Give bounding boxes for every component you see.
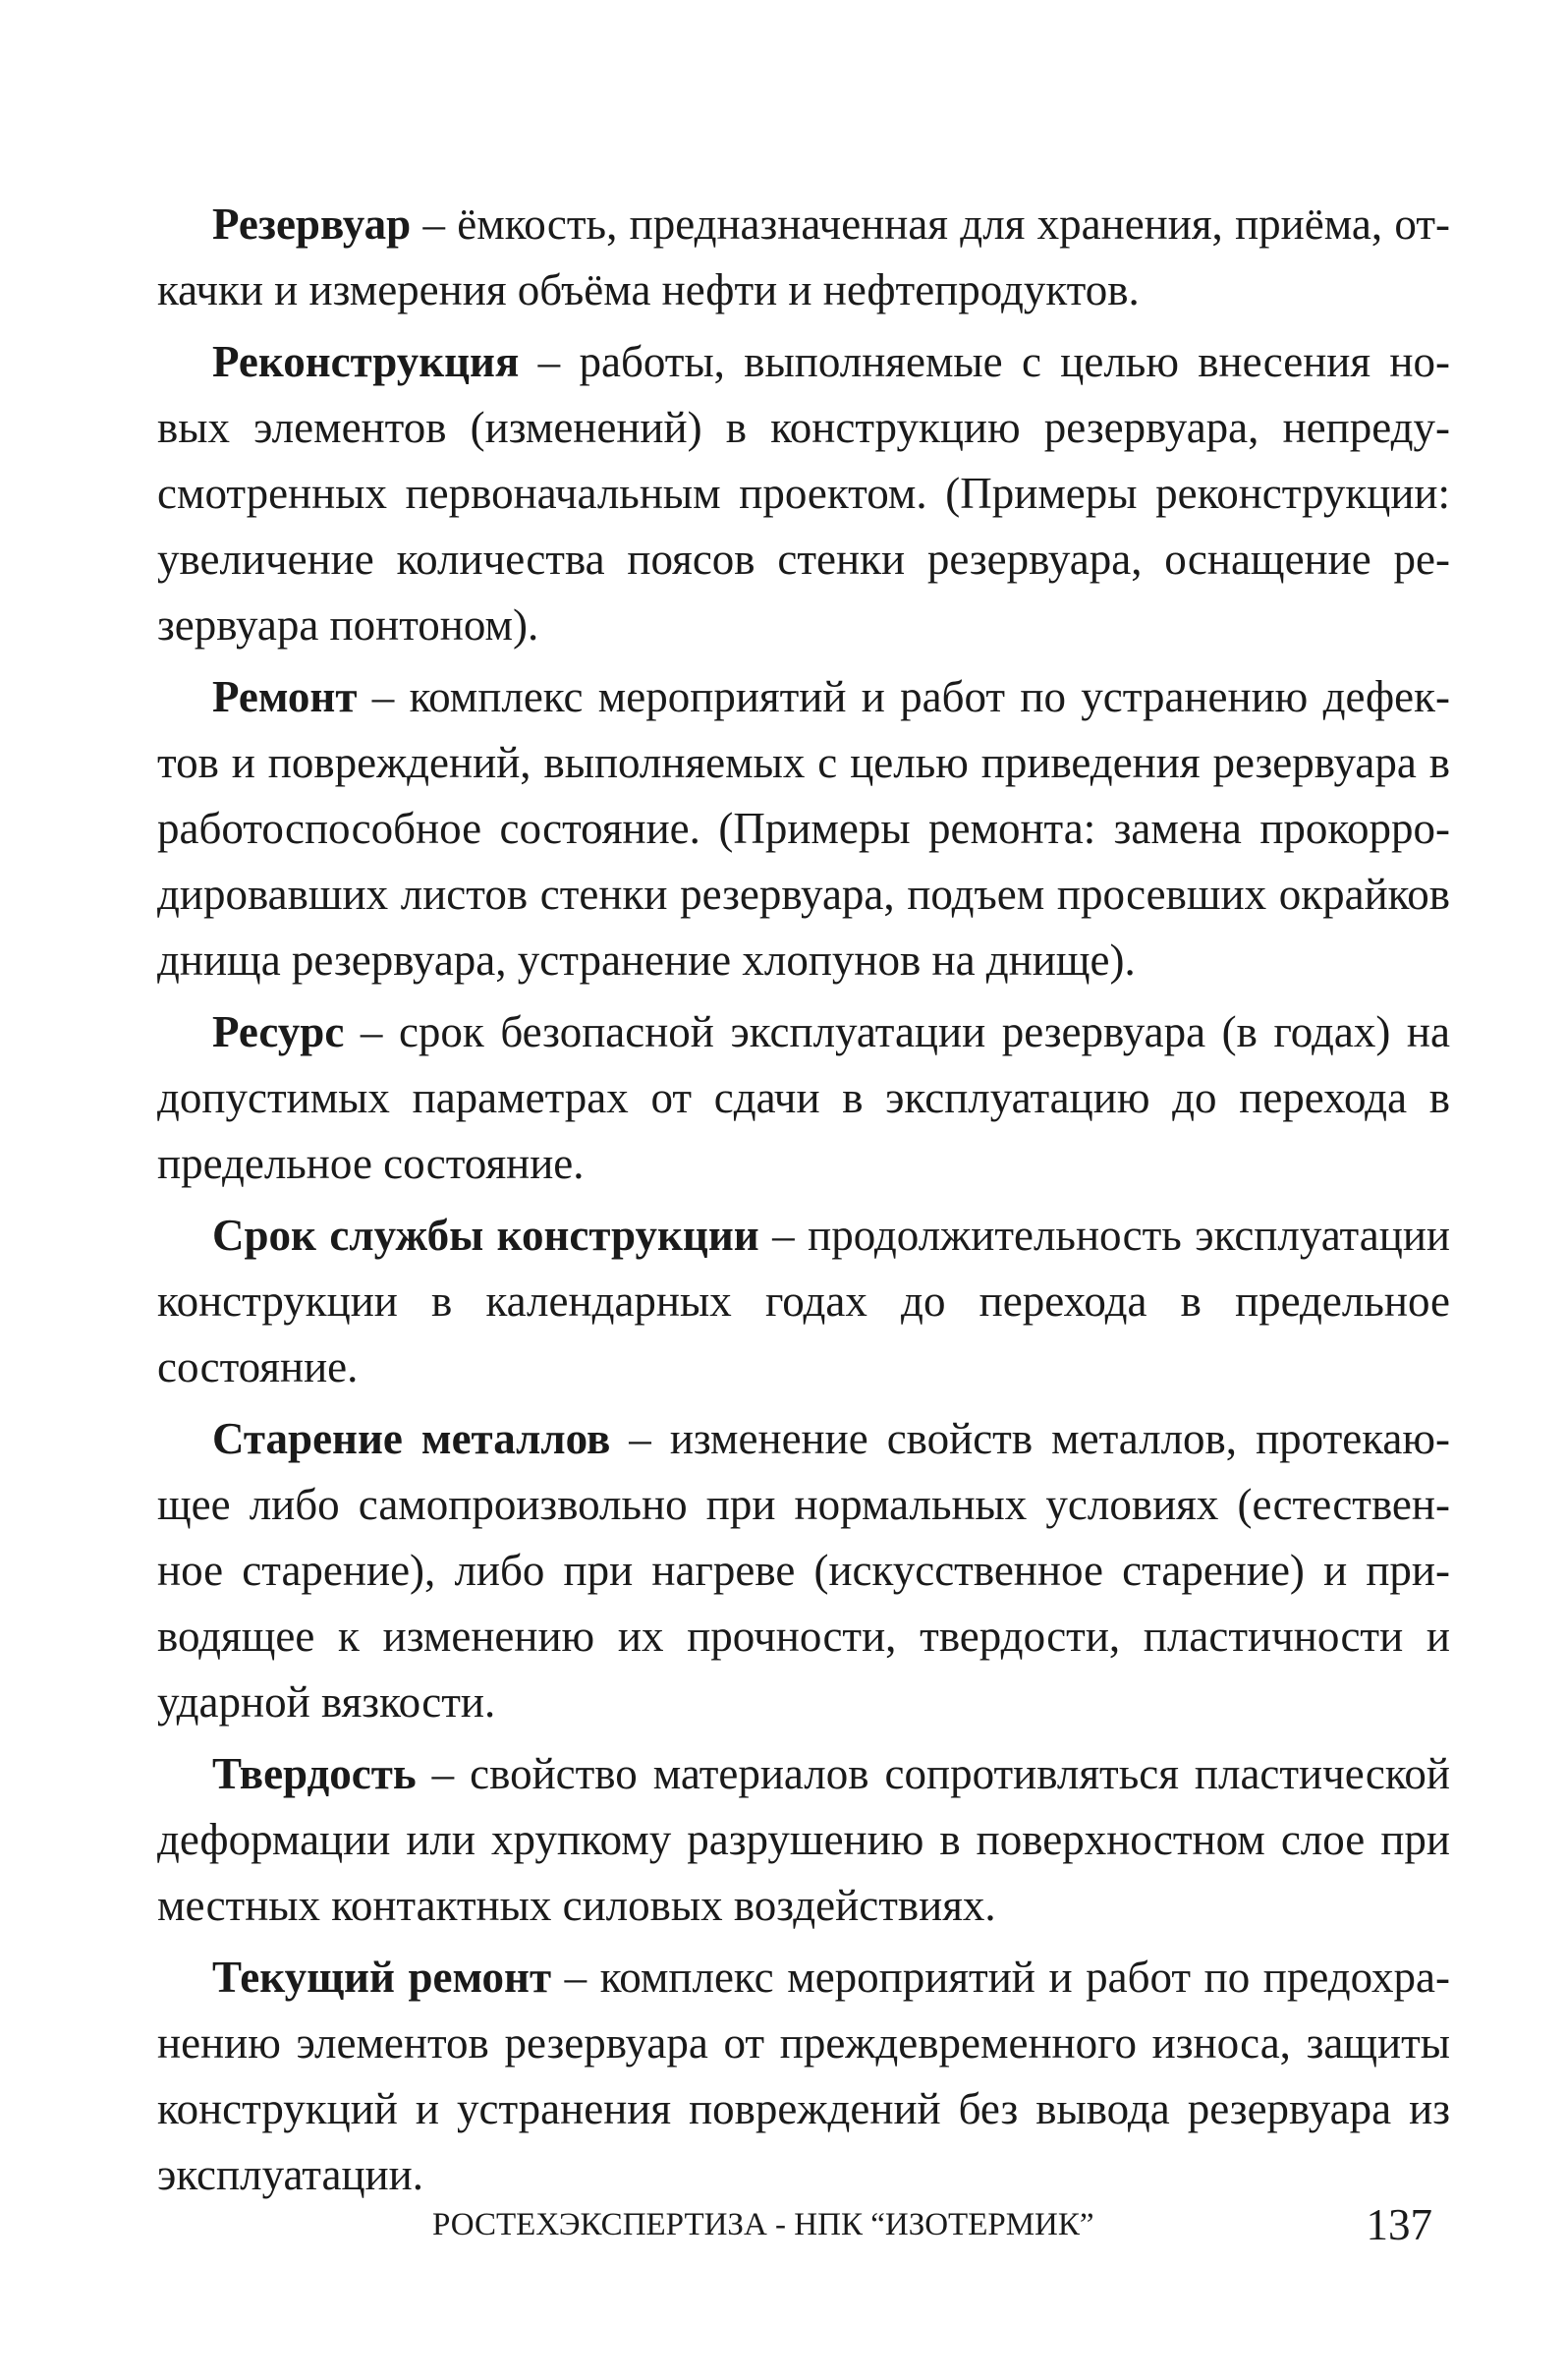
glossary-entry-reservoir — [157, 192, 1450, 323]
term: Текущий ремонт — [212, 1953, 552, 2002]
glossary-entry-resource — [157, 999, 1450, 1197]
definition: – срок безопасной эксплуатации резервуара (в годах) на допустимых параметрах от сдачи в эксплуатацию до перехода в предельное состояние. — [157, 1007, 1450, 1188]
definition: – изменение свойств металлов, протекающее либо самопроизвольно при нормальных условиях (естественное старение), либо при нагреве (искусственное старение) и приводящее к изменению их прочности, твердости, пластичности и ударной вязкости. — [157, 1414, 1450, 1727]
definition: – комплекс мероприятий и работ по устранению дефектов и повреждений, выполняемых с целью приведения резервуара в работоспособное состояние. (Примеры ремонта: замена прокорродировавших листов стенки резервуара, подъем просевших окрайков днища резервуара, устранение хлопунов на днище). — [157, 672, 1450, 985]
glossary-entry-current-repair — [157, 1945, 1450, 2208]
definition: – работы, выполняемые с целью внесения новых элементов (изменений) в конструкцию резервуара, непредусмотренных первоначальным проектом. (Примеры реконструкции: увеличение количества поясов стенки резервуара, оснащение резервуара понтоном). — [157, 337, 1450, 650]
glossary-entry-repair — [157, 664, 1450, 993]
glossary-entry-service-life — [157, 1203, 1450, 1400]
term: Резервуар — [212, 199, 412, 249]
definition: – свойство материалов сопротивляться пластической деформации или хрупкому разрушению в поверхностном слое при местных контактных силовых воздействиях. — [157, 1749, 1450, 1930]
term: Ресурс — [212, 1007, 345, 1056]
page-footer — [157, 2197, 1450, 2256]
definition: – ёмкость, предназначенная для хранения, приёма, откачки и измерения объёма нефти и нефтепродуктов. — [157, 199, 1450, 314]
term: Старение металлов — [212, 1414, 611, 1463]
footer-title: РОСТЕХЭКСПЕРТИЗА - НПК “ИЗОТЕРМИК” — [432, 2207, 1094, 2242]
page-number: 137 — [1366, 2200, 1432, 2249]
term: Твердость — [212, 1749, 417, 1798]
term: Реконструкция — [212, 337, 520, 386]
term: Ремонт — [212, 672, 358, 721]
term: Срок службы конструкции — [212, 1211, 759, 1260]
glossary-body — [157, 192, 1450, 2214]
glossary-entry-reconstruction — [157, 329, 1450, 658]
definition: – продолжительность эксплуатации конструкции в календарных годах до перехода в предельное состояние. — [157, 1211, 1450, 1391]
glossary-entry-hardness — [157, 1741, 1450, 1939]
glossary-entry-metal-aging — [157, 1406, 1450, 1735]
definition: – комплекс мероприятий и работ по предохранению элементов резервуара от преждевременного износа, защиты конструкций и устранения повреждений без вывода резервуара из эксплуатации. — [157, 1953, 1450, 2199]
